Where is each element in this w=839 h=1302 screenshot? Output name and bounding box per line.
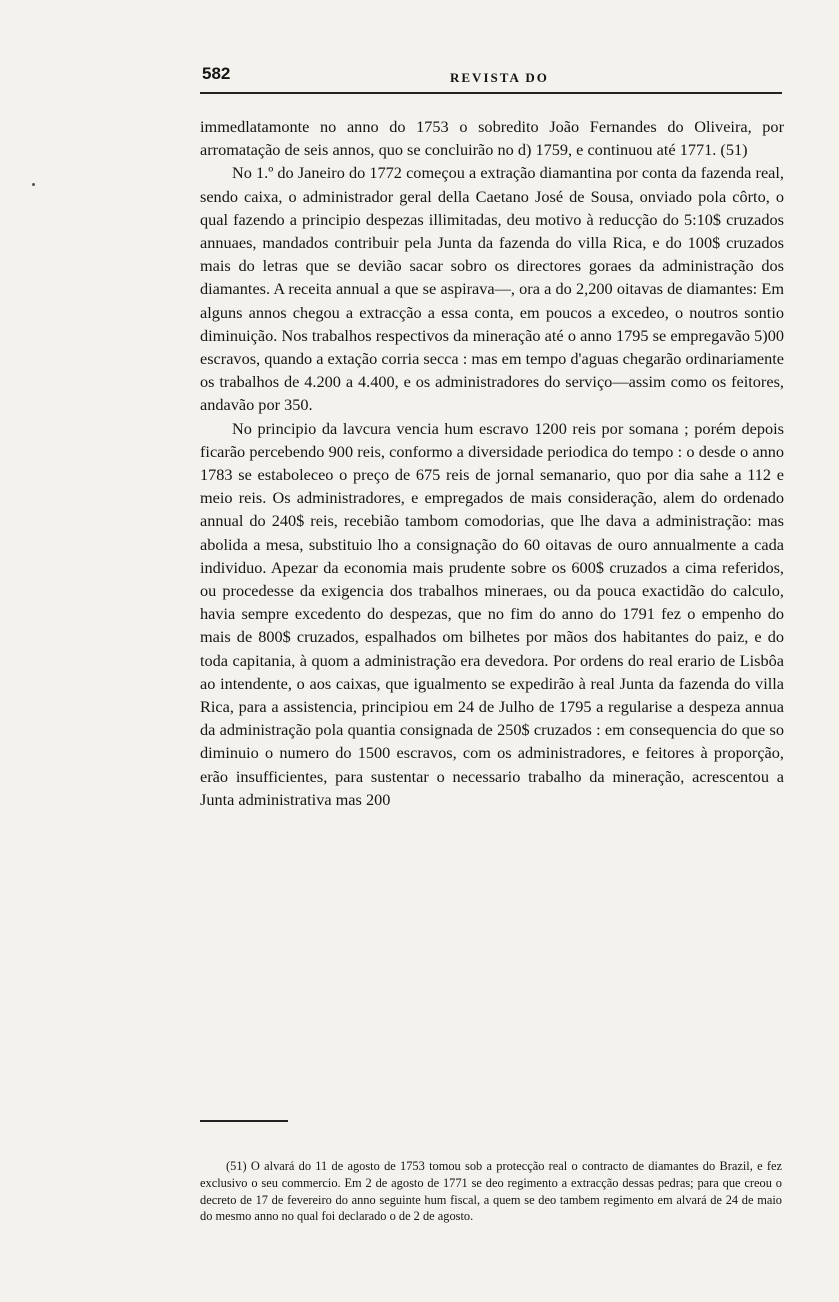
paragraph-continuation: immedlatamonte no anno do 1753 o sobredito João Fernandes do Oliveira, por arromatação de seis annos, quo se concluirão no d) 1759, e continuou até 1771. (51) <box>200 117 784 160</box>
footnote: (51) O alvará do 11 de agosto de 1753 tomou sob a protecção real o contracto de diamantes do Brazil, e fez exclusivo o seu commercio. Em 2 de agosto de 1771 se deo regimento a extracção dessas pedras; para que creou o decreto de 17 de fevereiro do anno seguinte hum fiscal, a quem se deo tambem regimento em alvará de 24 de maio do mesmo anno no qual foi declarado o de 2 de agosto. <box>200 1159 782 1224</box>
body-text <box>200 115 784 811</box>
header-rule <box>200 92 782 94</box>
paragraph-extraction: No 1.º do Janeiro do 1772 começou a extração diamantina por conta da fazenda real, sendo caixa, o administrador geral della Caetano José de Sousa, onviado pola côrto, o qual fazendo a principio despezas illimitadas, deu motivo à reducção do 5:10$ cruzados annuaes, mandados contribuir pela Junta da fazenda do villa Rica, e do 100$ cruzados mais do letras que se devião sacar sobro os directores goraes da administração dos diamantes. A receita annual a que se aspirava—, ora a do 2,200 oitavas de diamantes: Em alguns annos chegou a extracção a essa conta, em poucos a excedeo, o noutros sontio diminuição. Nos trabalhos respectivos da mineração até o anno 1795 se empregavão 5)00 escravos, quando a extação corria secca : mas em tempo d'aguas chegarão ordinariamente os trabalhos de 4.200 a 4.400, e os administradores do serviço—assim como os feitores, andavão por 350. <box>200 163 784 415</box>
paragraph-labour: No principio da lavcura vencia hum escravo 1200 reis por somana ; porém depois ficarão percebendo 900 reis, conformo a diversidade periodica do tempo : o desde o anno 1783 se estaboleceo o preço de 675 reis de jornal semanario, quo por dia sahe a 112 e meio reis. Os administradores, e empregados de mais consideração, alem do ordenado annual do 240$ reis, recebião tambom comodorias, que lhe dava a administração: mas abolida a mesa, substituio lho a consignação do 60 oitavas de ouro annualmente a cada individuo. Apezar da economia mais prudente sobre os 600$ cruzados a cima referidos, ou procedesse da exigencia dos trabalhos mineraes, ou da pouca exactidão do calculo, havia sempre excedento do despezas, que no fim do anno do 1791 fez o empenho do mais de 800$ cruzados, espalhados om bilhetes por mãos dos habitantes do paiz, e do toda capitania, à quom a administração era devedora. Por ordens do real erario de Lisbôa ao intendente, o aos caixas, que igualmento se expedirão à real Junta da fazenda do villa Rica, para a assistencia, principiou em 24 de Julho de 1795 a regularise a despeza annua da administração pola quantia consignada de 250$ cruzados : em consequencia do que so diminuio o numero do 1500 escravos, com os administradores, e feitores à proporção, erão insufficientes, para sustentar o necessario trabalho da mineração, acrescentou a Junta administrativa mas 200 <box>200 418 784 809</box>
page-header <box>200 64 780 88</box>
page-number: 582 <box>202 64 231 83</box>
running-title: REVISTA DO <box>450 70 549 85</box>
margin-speck <box>32 183 35 186</box>
footnote-rule <box>200 1120 288 1122</box>
